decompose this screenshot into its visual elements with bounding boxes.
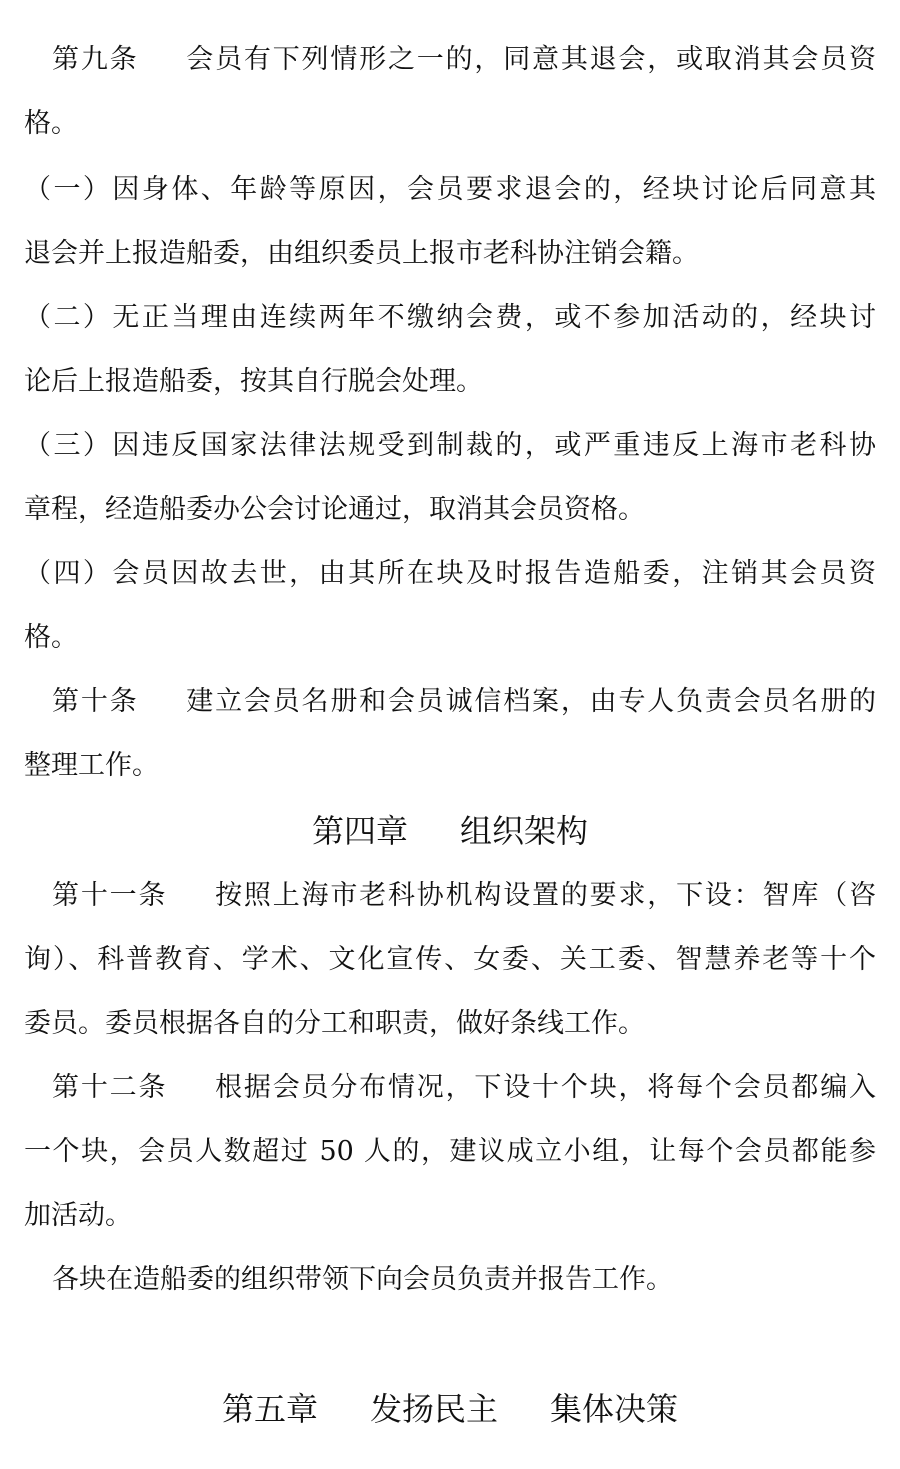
chapter-5-title-part-2: 集体决策 [550,1390,679,1428]
article-11-line-2: 询）、科普教育、学术、文化宣传、女委、关工委、智慧养老等十个 [24,944,876,975]
article-9-heading: 第九条 [52,44,139,75]
article-9-text: 会员有下列情形之一的，同意其退会，或取消其会员资 [184,44,876,75]
article-9-item-2-line-1: （二）无正当理由连续两年不缴纳会费，或不参加活动的，经块讨 [24,302,876,333]
closing-paragraph: 各块在造船委的组织带领下向会员负责并报告工作。 [52,1264,673,1295]
article-12-text: 根据会员分布情况，下设十个块，将每个会员都编入 [213,1072,876,1103]
chapter-4-number: 第四章 [311,812,408,850]
article-9-line-2: 格。 [24,108,78,139]
article-12-heading: 第十二条 [52,1072,168,1103]
chapter-5-heading [0,1386,900,1432]
article-10-line-2: 整理工作。 [24,750,159,781]
article-11-line-3: 委员。委员根据各自的分工和职责，做好条线工作。 [24,1008,645,1039]
article-9-line-1 [52,40,876,80]
chapter-5-number: 第五章 [221,1390,318,1428]
article-11-heading: 第十一条 [52,880,168,911]
article-9-item-1-line-1: （一）因身体、年龄等原因，会员要求退会的，经块讨论后同意其 [24,174,876,205]
article-10-line-1 [52,682,876,722]
article-12-line-1 [52,1068,876,1108]
article-9-item-2-line-2: 论后上报造船委，按其自行脱会处理。 [24,366,483,397]
article-10-heading: 第十条 [52,686,139,717]
article-11-line-1 [52,876,876,916]
article-10-text: 建立会员名册和会员诚信档案，由专人负责会员名册的 [184,686,876,717]
article-11-text: 按照上海市老科协机构设置的要求，下设：智库（咨 [213,880,876,911]
article-9-item-3-line-2: 章程，经造船委办公会讨论通过，取消其会员资格。 [24,494,645,525]
article-9-item-1-line-2: 退会并上报造船委，由组织委员上报市老科协注销会籍。 [24,238,699,269]
chapter-5-title-part-1: 发扬民主 [369,1390,498,1428]
article-12-line-3: 加活动。 [24,1200,132,1231]
chapter-4-title: 组织架构 [460,812,589,850]
article-9-item-4-line-2: 格。 [24,622,78,653]
article-9-item-3-line-1: （三）因违反国家法律法规受到制裁的，或严重违反上海市老科协 [24,430,876,461]
article-12-line-2: 一个块，会员人数超过 50 人的，建议成立小组，让每个会员都能参 [24,1136,876,1167]
article-9-item-4-line-1: （四）会员因故去世，由其所在块及时报告造船委，注销其会员资 [24,558,876,589]
chapter-4-heading [0,808,900,854]
